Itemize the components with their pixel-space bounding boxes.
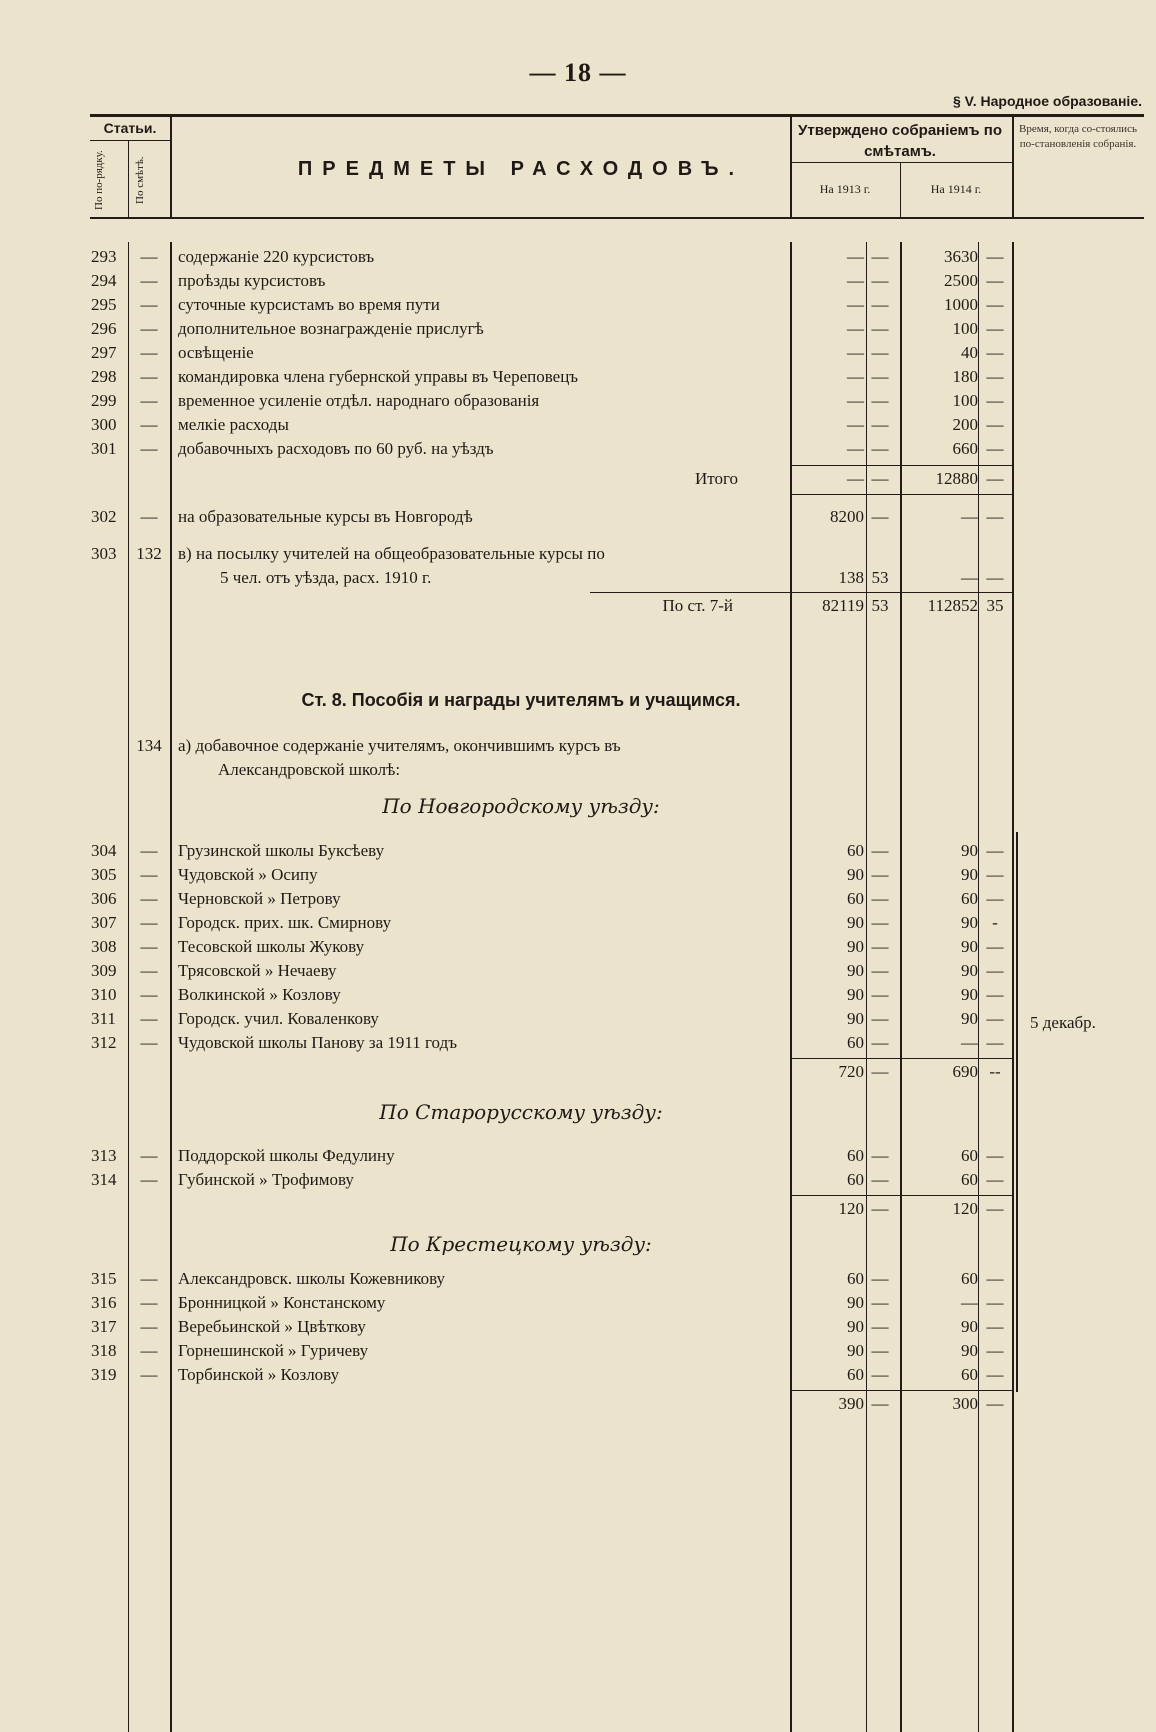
district-novgorod: По Новгородскому уѣзду: (382, 794, 660, 818)
table-row: 302 — на образовательные курсы въ Новгородѣ 8200 — — — (91, 507, 1004, 526)
header-time: Время, когда со-стоялись по-становленія собранія. (1019, 123, 1137, 150)
table-row: 314 — Губинской » Трофимову 60 — 60 — (91, 1170, 1004, 1189)
table-row: 294 — проѣзды курсистовъ — — 2500 — (91, 271, 1004, 290)
header-po-smete: По смѣтѣ. (134, 156, 146, 204)
brace-line (1016, 832, 1018, 1392)
table-row: 296 — дополнительное вознагражденіе прислугѣ — — 100 — (91, 319, 1004, 338)
table-row: 293 — содержаніе 220 курсистовъ — — 3630 — (91, 247, 1004, 266)
table-row: 306 — Черновской » Петрову 60 — 60 — (91, 889, 1004, 908)
header-year-1913: На 1913 г. (819, 182, 871, 196)
table-row: 318 — Горнешинской » Гуричеву 90 — 90 — (91, 1341, 1004, 1360)
table-row: 319 — Торбинской » Козлову 60 — 60 — (91, 1365, 1004, 1384)
table-row: 317 — Веребьинской » Цвѣткову 90 — 90 — (91, 1317, 1004, 1336)
table-row: 313 — Поддорской школы Федулину 60 — 60 — (91, 1146, 1004, 1165)
table-row-continued: Александровской школѣ: (218, 760, 401, 779)
table-row: 300 — мелкіе расходы — — 200 — (91, 415, 1004, 434)
section-header: § V. Народное образованіе. (953, 93, 1142, 109)
time-note: 5 декабр. (1030, 1013, 1096, 1032)
table-row: 295 — суточные курсистамъ во время пути — — 1000 — (91, 295, 1004, 314)
table-row: 311 — Городск. учил. Коваленкову 90 — 90 — (91, 1009, 1004, 1028)
total-krestcy-row: 390 — 300 — (838, 1394, 1004, 1413)
header-year-1914: На 1914 г. (930, 182, 982, 196)
table-row: 303 132 в) на посылку учителей на общеобразовательные курсы по (91, 544, 605, 563)
district-krestcy: По Крестецкому уѣзду: (390, 1232, 652, 1256)
header-po-poryadku: По по-рядку. (93, 150, 105, 210)
header-statyi: Статьи. (103, 120, 157, 136)
expense-table (90, 114, 1144, 1604)
table-row: 308 — Тесовской школы Жукову 90 — 90 — (91, 937, 1004, 956)
header-main-title: ПРЕДМЕТЫ РАСХОДОВЪ. (297, 158, 745, 180)
table-row: 307 — Городск. прих. шк. Смирнову 90 — 90 - (91, 913, 998, 932)
header-approved: Утверждено собраніемъ по смѣтамъ. (798, 122, 1002, 160)
article-8-title: Ст. 8. Пособія и награды учителямъ и учащимся. (301, 690, 741, 710)
table-row: 298 — командировка члена губернской управы въ Череповецъ — — 180 — (91, 367, 1004, 386)
total-starorussa-row: 120 — 120 — (838, 1199, 1004, 1218)
total-novgorod-row: 720 — 690 -- (838, 1062, 1001, 1081)
table-row: 299 — временное усиленіе отдѣл. народнаго образованія — — 100 — (91, 391, 1004, 410)
table-row: 304 — Грузинской школы Буксѣеву 60 — 90 — (91, 841, 1004, 860)
table-row-continued: 5 чел. отъ уѣзда, расх. 1910 г. 138 53 — — (220, 568, 1004, 587)
district-starorussa: По Старорусскому уѣзду: (379, 1100, 663, 1124)
table-row: 134 а) добавочное содержаніе учителямъ, окончившимъ курсъ въ (136, 736, 621, 755)
table-row: 316 — Бронницкой » Констанскому 90 — — — (91, 1293, 1004, 1312)
table-row: 310 — Волкинской » Козлову 90 — 90 — (91, 985, 1004, 1004)
table-row: 305 — Чудовской » Осипу 90 — 90 — (91, 865, 1004, 884)
table-row: 309 — Трясовской » Нечаеву 90 — 90 — (91, 961, 1004, 980)
table-row: 312 — Чудовской школы Панову за 1911 годъ 60 — — — (91, 1033, 1004, 1052)
po-st7-row: По ст. 7-й 82119 53 112852 35 (662, 596, 1004, 615)
page-number: — 18 — (529, 58, 627, 87)
table-row: 315 — Александровск. школы Кожевникову 60 — 60 — (91, 1269, 1004, 1288)
table-row: 301 — добавочныхъ расходовъ по 60 руб. на уѣздъ — — 660 — (91, 439, 1004, 458)
table-row: 297 — освѣщеніе — — 40 — (91, 343, 1004, 362)
itogo-row: Итого — — 12880 — (694, 469, 1004, 488)
